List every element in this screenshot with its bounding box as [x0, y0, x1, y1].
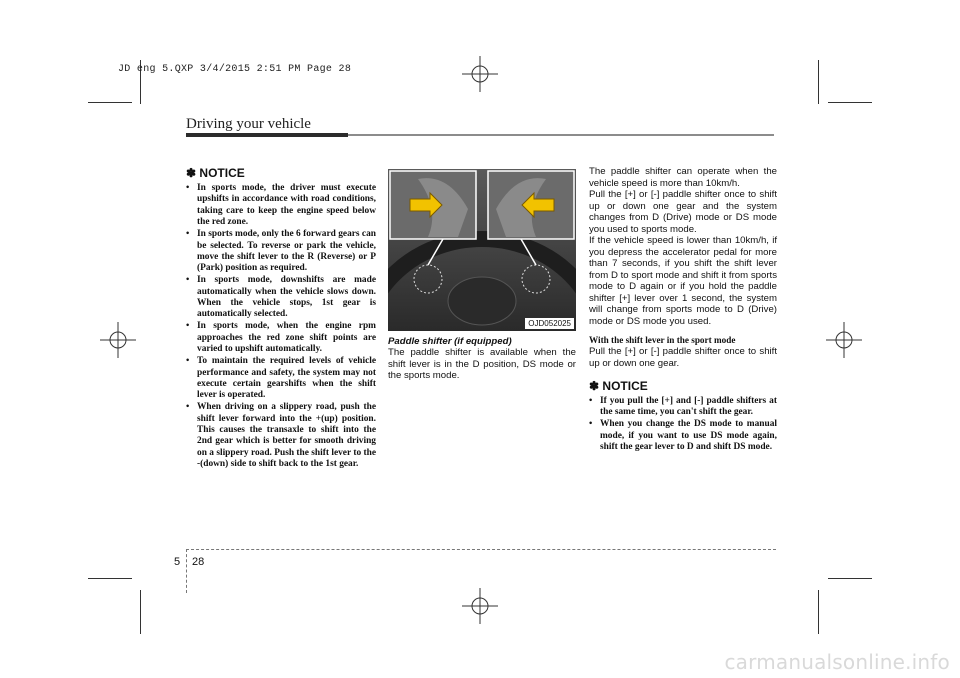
footer-rule	[186, 549, 776, 550]
page-number: 28	[192, 556, 205, 568]
registration-mark-icon	[462, 56, 498, 92]
print-slug: JD eng 5.QXP 3/4/2015 2:51 PM Page 28	[118, 64, 352, 75]
crop-mark	[828, 102, 872, 103]
list-item: • In sports mode, when the engine rpm approaches the red zone shift points are varied to upshift automatically.	[186, 321, 376, 355]
list-item: • To maintain the required levels of vehicle performance and safety, the system may not execute certain gearshifts when the shift lever is operated.	[186, 356, 376, 401]
body-paragraph: Pull the [+] or [-] paddle shifter once to shift up or down one gear.	[589, 346, 777, 369]
crop-mark	[828, 578, 872, 579]
list-item: • If you pull the [+] and [-] paddle shifters at the same time, you can't shift the gear.	[589, 396, 777, 418]
column-middle	[388, 166, 576, 382]
list-item: • When you change the DS mode to manual mode, if you want to use DS mode again, shift the gear lever to D and shift DS mode.	[589, 419, 777, 453]
notice-list	[589, 396, 777, 454]
notice-label: NOTICE	[199, 166, 245, 180]
steering-wheel-illustration	[388, 169, 576, 331]
notice-label: NOTICE	[602, 379, 648, 393]
figure-caption: Paddle shifter (if equipped)	[388, 336, 512, 347]
registration-mark-icon	[826, 322, 862, 358]
body-paragraph: The paddle shifter can operate when the vehicle speed is more than 10km/h.	[589, 166, 777, 189]
column-right	[589, 166, 777, 454]
watermark: carmanualsonline.info	[724, 650, 950, 674]
crop-mark	[140, 590, 141, 634]
notice-icon: ✽	[589, 379, 600, 393]
crop-mark	[818, 60, 819, 104]
paddle-shifter-photo	[388, 169, 576, 331]
notice-heading	[186, 166, 376, 180]
registration-mark-icon	[100, 322, 136, 358]
notice-heading	[589, 379, 777, 393]
crop-mark	[88, 578, 132, 579]
column-left	[186, 166, 376, 471]
figure-code: OJD052025	[525, 318, 574, 329]
crop-mark	[88, 102, 132, 103]
page-title: Driving your vehicle	[186, 116, 311, 132]
header-bar	[186, 133, 348, 137]
notice-icon: ✽	[186, 166, 197, 180]
list-item: • When driving on a slippery road, push the shift lever forward into the +(up) position. This causes the transaxle to shift into the 2nd gear which is better for smooth driving on a slippery road. Push the shift lever to the -(down) side to shift back to the 1st gear.	[186, 402, 376, 470]
list-item: • In sports mode, downshifts are made automatically when the vehicle slows down. When the vehicle stops, 1st gear is automatically selected.	[186, 275, 376, 320]
registration-mark-icon	[462, 588, 498, 624]
crop-mark	[818, 590, 819, 634]
chapter-number: 5	[174, 556, 181, 568]
body-paragraph: Pull the [+] or [-] paddle shifter once to shift up or down one gear and the system changes from D (Drive) mode or DS mode you used to sports mode.	[589, 189, 777, 235]
sub-heading: With the shift lever in the sport mode	[589, 335, 736, 345]
body-paragraph: The paddle shifter is available when the shift lever is in the D position, DS mode or the sports mode.	[388, 347, 576, 381]
list-item: • In sports mode, only the 6 forward gears can be selected. To reverse or park the vehicle, move the shift lever to the R (Reverse) or P (Park) position as required.	[186, 229, 376, 274]
footer-divider	[186, 549, 187, 593]
body-paragraph: If the vehicle speed is lower than 10km/h, if you depress the accelerator pedal for more than 7 seconds, if you shift the shift lever from D to sport mode and shift it from sports mode to D again or if you hold the paddle shifter [+] lever over 1 second, the system will change from sports mode to D (Drive) mode or DS mode you used.	[589, 235, 777, 327]
notice-list	[186, 183, 376, 471]
list-item: • In sports mode, the driver must execute upshifts in accordance with road conditions, taking care to keep the engine speed below the red zone.	[186, 183, 376, 228]
header-rule	[348, 134, 774, 136]
